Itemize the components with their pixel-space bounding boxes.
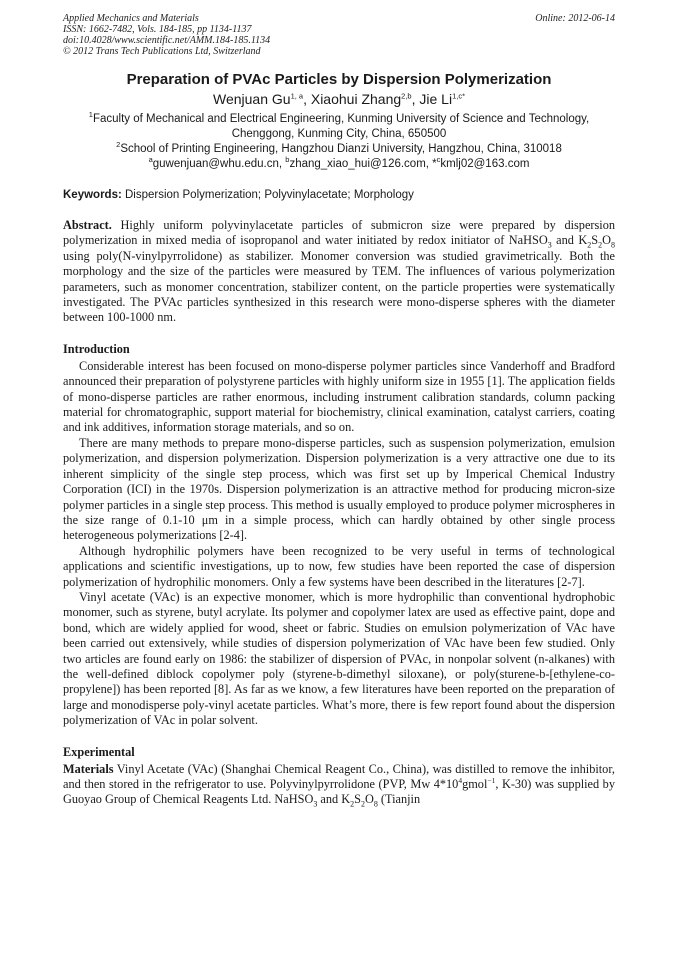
keywords bbox=[63, 188, 615, 203]
keywords-label: Keywords: bbox=[63, 189, 122, 201]
email-link[interactable]: zhang_xiao_hui@126.com, * bbox=[289, 158, 437, 170]
section-heading-experimental: Experimental bbox=[63, 744, 135, 759]
experimental-body: Materials Vinyl Acetate (VAc) (Shanghai Chemical Reagent Co., China), was distilled to remove the inhibitor, and then stored in the refrigerator to use. Polyvinylpyrrolidone (PVP, Mw $4*10^4gmol^{-1}$, K-30) was supplied by Guoyao Group of Chemical Reagents Ltd. NaHSO$_3$ and $K_2S_2O_8$ (Tianjin bbox=[63, 761, 615, 809]
paragraph: Considerable interest has been focused on mono-disperse polymer particles since Vanderhoff and Bradford announced their preparation of polystyrene particles with highly uniform size in 1955 [1]. The application fields of mono-disperse particles are rather enormous, including instrument calibration standards, column packing material for chromatographic, support material for biochemistry, clinical examination, catalyst carriers, coating and ink additives, information storage materials, and so on. bbox=[63, 358, 615, 435]
paragraph: There are many methods to prepare mono-disperse particles, such as suspension polymerization, emulsion polymerization, and dispersion polymerization. Dispersion polymerization is a very attractive one due to its inherent simplicity of the single step process, which was first set up by Imperical Chemical Industry Corporation (ICI) in the 1970s. Dispersion polymerization is an attractive method for producing micron-size polymer particles in a single step process. This method is usually employed to produce polymer microspheres in the size range of 0.1-10 μm in a simple process, which can hardly obtained by other single process heterogeneous polymerizations [2-4]. bbox=[63, 435, 615, 543]
author-name: Jie Li bbox=[419, 91, 453, 107]
affiliation-2: $^2$School of Printing Engineering, Hangzhou Dianzi University, Hangzhou, China, 310018 bbox=[116, 140, 562, 155]
paragraph: Although hydrophilic polymers have been recognized to be very useful in terms of technological applications and scientific investigations, up to now, few studies have been reported the case of dispersion polymerization of hydrophilic monomers. Only a few systems have been described in the literatures [2-7]. bbox=[63, 543, 615, 589]
affiliation-mark: 1 bbox=[88, 110, 93, 120]
abstract: Abstract. Highly uniform polyvinylacetate particles of submicron size were prepared by dispersion polymerization in mixed media of isopropanol and water initiated by redox initiator of NaHSO$_3$ and $K_2S_2O_8$ using poly(N-vinylpyrrolidone) as stabilizer. Monomer conversion was studied gravimetrically. Both the morphology and the size of the particles were measured by TEM. The influences of various polymerization parameters, such as monomer concentration, stabilizer content, on the particle properties were systematically investigated. The PVAc particles synthesized in this research were mono-disperse spheres with the diameter between 100-1000 nm. bbox=[63, 218, 615, 325]
author-name: Xiaohui Zhang bbox=[310, 91, 402, 107]
abstract-label: Abstract. bbox=[63, 218, 112, 232]
paper-page bbox=[63, 13, 615, 808]
journal-header bbox=[63, 13, 615, 57]
author-affiliation-mark: 1, a bbox=[290, 91, 304, 101]
section-heading-introduction: Introduction bbox=[63, 341, 130, 356]
email-line: $^a$guwenjuan@whu.edu.cn, $^b$zhang_xiao_hui@126.com, *$^c$kmlj02@163.com bbox=[148, 155, 530, 170]
issn-line: ISSN: 1662-7482, Vols. 184-185, pp 1134-1137 bbox=[63, 24, 252, 35]
email-link[interactable]: guwenjuan@whu.edu.cn, bbox=[152, 158, 286, 170]
doi-line: doi:10.4028/www.scientific.net/AMM.184-185.1134 bbox=[63, 35, 271, 46]
author-list: Wenjuan Gu$^{1, a}$, Xiaohui Zhang$^{2,b}$, Jie $Li^{1,c*}$ bbox=[212, 91, 465, 107]
keywords-text: Dispersion Polymerization; Polyvinylacetate; Morphology bbox=[121, 189, 414, 201]
materials-lead: Materials bbox=[63, 761, 114, 776]
journal-name: Applied Mechanics and Materials bbox=[63, 13, 199, 24]
author-affiliation-mark: 1,c* bbox=[452, 91, 465, 101]
author-affiliation-mark: 2,b bbox=[401, 91, 412, 101]
copyright-line: © 2012 Trans Tech Publications Ltd, Switzerland bbox=[63, 46, 261, 57]
author-name: Wenjuan Gu bbox=[212, 91, 291, 107]
introduction-body bbox=[63, 359, 615, 729]
affiliation-mark: 2 bbox=[116, 140, 121, 150]
email-link[interactable]: kmlj02@163.com bbox=[440, 158, 530, 170]
online-date: Online: 2012-06-14 bbox=[535, 13, 615, 24]
paragraph: Vinyl acetate (VAc) is an expective monomer, which is more hydrophilic than conventional hydrophobic monomer, such as styrene, butyl acrylate. Its polymer and copolymer latex are used as effective paint, dope and bond, which are widely applied for wood, sheet or fabric. Studies on emulsion polymerization of VAc have been carried out extensively, while studies of dispersion polymerization of VAc have been few studied. Only two articles are found early on 1986: the stabilizer of dispersion of PVAc, in nonpolar solvent (n-alkanes) with the well-defined diblock copolymer poly (styrene-b-dimethyl siloxane), or poly(sturene-b-[ethylene-co-propylene]) has been reported [8]. As far as we know, a few literatures have been reported on the preparation of large and monodisperse poly-vinyl acetate particles. What’s more, there is few report found about the dispersion polymerization of VAc in polar solvent. bbox=[63, 589, 615, 728]
paper-title: Preparation of PVAc Particles by Dispersion Polymerization bbox=[126, 71, 552, 88]
affiliation-1: $^1$Faculty of Mechanical and Electrical Engineering, Kunming University of Science and Technology, Chenggong, Kunming City, China, 650500 bbox=[88, 110, 590, 140]
